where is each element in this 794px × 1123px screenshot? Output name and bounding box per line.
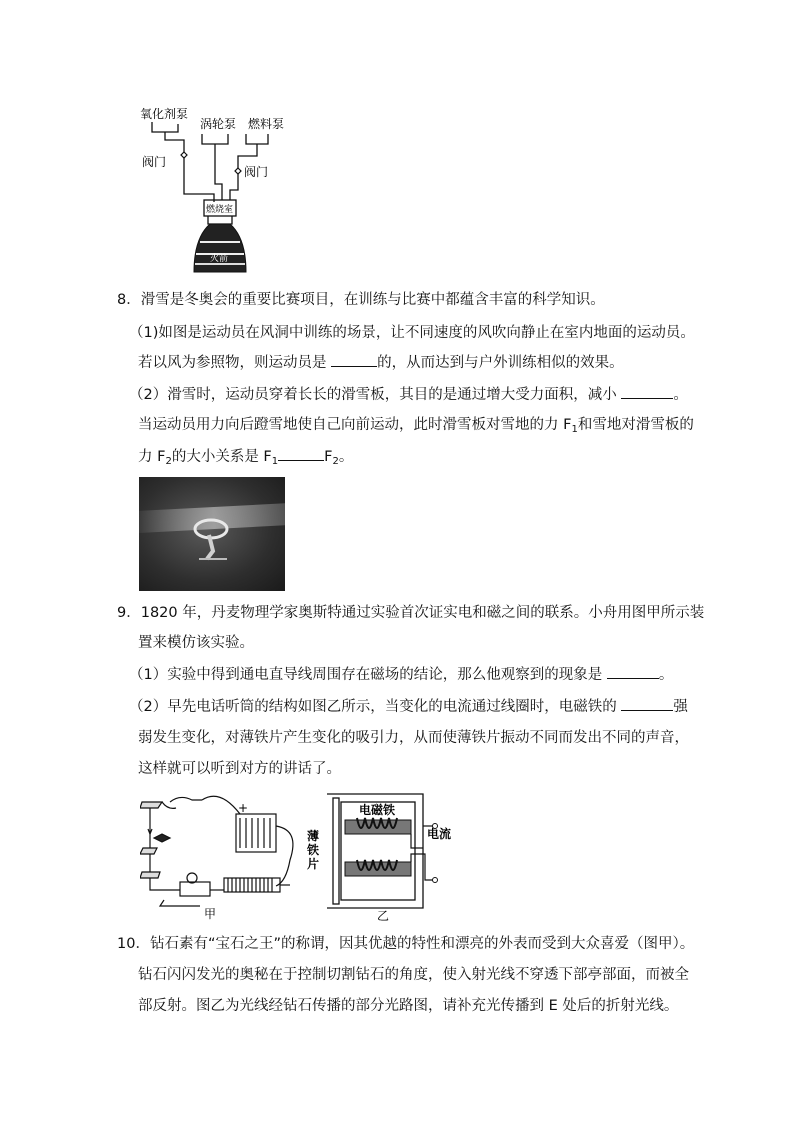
q8-force-text-2: 和雪地对滑雪板的 [577, 417, 694, 433]
q8-part1-prompt: 若以风为参照物，则运动员是 [138, 355, 327, 371]
q8-period: 。 [338, 449, 354, 465]
q8-line-6 [138, 446, 353, 472]
q8-blank-3[interactable] [278, 446, 324, 461]
q9-line-2 [138, 633, 254, 653]
q8-relation-text: 的大小关系是 F [171, 449, 272, 465]
battery-plus-sign: + [238, 801, 249, 815]
q9-part2-text-2: 弱发生变化，对薄铁片产生变化的吸引力，从而使薄铁片振动不同而发出不同的声音， [138, 730, 689, 746]
q8-force-prefix: 力 F [138, 449, 166, 465]
q9-stem: 1820 年，丹麦物理学家奥斯特通过实验首次证实电和磁之间的联系。小舟用图甲所示装 [140, 605, 705, 621]
q9-part2-text: （2）早先电话听筒的结构如图乙所示，当变化的电流通过线圈时，电磁铁的 [129, 699, 617, 715]
q8-f2-sub: 2 [165, 456, 172, 467]
q10-stem: 钻石素有“宝石之王”的称谓，因其优越的特性和漂亮的外表而受到大众喜爱（图甲）。 [149, 936, 695, 952]
q9-part2-text-3: 这样就可以听到对方的讲话了。 [138, 761, 341, 777]
rocket-engine-diagram [138, 104, 298, 274]
q8-f1-sub: 1 [571, 424, 578, 435]
q9-stem-2: 置来模仿该实验。 [138, 635, 254, 651]
label-plate-2: 铁 [307, 843, 320, 857]
label-valve-right: 阀门 [244, 165, 269, 179]
q8-f2-sub-2: 2 [332, 456, 339, 467]
q10-line-1 [117, 934, 694, 954]
figure-jia-oersted [140, 790, 300, 920]
q9-blank-1[interactable] [607, 664, 659, 679]
q10-stem-2: 钻石闪闪发光的奥秘在于控制切割钻石的角度，使入射光线不穿透下部亭部面，而被全 [138, 967, 689, 983]
q8-stem: 滑雪是冬奥会的重要比赛项目，在训练与比赛中都蕴含丰富的科学知识。 [140, 292, 605, 308]
q10-number: 10． [117, 936, 150, 952]
q8-f2-label: F [324, 449, 333, 465]
q8-line-2 [129, 323, 695, 343]
label-electromagnet: 电磁铁 [359, 803, 396, 817]
q8-number: 8． [117, 292, 141, 308]
label-current: 电流 [427, 827, 452, 841]
label-plate-3: 片 [307, 857, 320, 871]
q8-force-text: 当运动员用力向后蹬雪地使自己向前运动，此时滑雪板对雪地的力 F [138, 417, 572, 433]
q8-line-4 [129, 384, 688, 405]
q9-line-5 [138, 728, 689, 748]
q9-part1-text: （1）实验中得到通电直导线周围存在磁场的结论，那么他观察到的现象是 [129, 667, 603, 683]
figure-jia-caption: 甲 [204, 907, 217, 920]
electromagnet-upper [345, 818, 411, 834]
q8-f1-sub-2: 1 [271, 456, 279, 467]
electromagnet-lower [345, 860, 411, 876]
q9-line-3 [129, 664, 673, 685]
q8-part1-text: （1)如图是运动员在风洞中训练的场景，让不同速度的风吹向静止在室内地面的运动员。 [129, 325, 695, 341]
q8-blank-1[interactable] [331, 352, 377, 367]
nozzle-text: 火箭 [210, 254, 229, 264]
q9-number: 9． [117, 605, 141, 621]
q9-blank-2[interactable] [621, 696, 673, 711]
label-oxidizer-pump: 氧化剂泵 [140, 107, 189, 121]
q9-line-4 [129, 696, 688, 717]
label-valve-left: 阀门 [142, 155, 167, 169]
figure-yi-receiver [305, 790, 460, 922]
skier-figure [193, 515, 235, 561]
q8-part2-suffix: 。 [673, 387, 688, 403]
q9-line-6 [138, 759, 341, 779]
q9-part2-suffix: 强 [673, 699, 688, 715]
q8-part2-text: （2）滑雪时，运动员穿着长长的滑雪板，其目的是通过增大受力面积，减小 [129, 387, 617, 403]
rocket-nozzle [194, 224, 246, 272]
label-fuel-pump: 燃料泵 [248, 117, 285, 131]
q8-blank-2[interactable] [621, 384, 673, 399]
label-turbine-pump: 涡轮泵 [200, 117, 237, 131]
q9-line-1 [117, 603, 704, 623]
q10-line-2 [138, 965, 689, 985]
q8-line-3 [138, 352, 624, 373]
label-plate-1: 薄 [307, 829, 320, 843]
figure-yi-caption: 乙 [377, 909, 390, 922]
q10-line-3 [138, 996, 678, 1016]
wind-tunnel-photo [139, 477, 285, 591]
q10-stem-3: 部反射。图乙为光线经钻石传播的部分光路图，请补充光传播到 E 处后的折射光线。 [138, 998, 679, 1014]
q9-part1-suffix: 。 [658, 667, 674, 683]
q8-line-5 [138, 415, 694, 440]
q8-line-1 [117, 290, 605, 310]
label-combustion-chamber: 燃烧室 [206, 205, 234, 215]
q8-part1-suffix: 的，从而达到与户外训练相似的效果。 [377, 355, 624, 371]
